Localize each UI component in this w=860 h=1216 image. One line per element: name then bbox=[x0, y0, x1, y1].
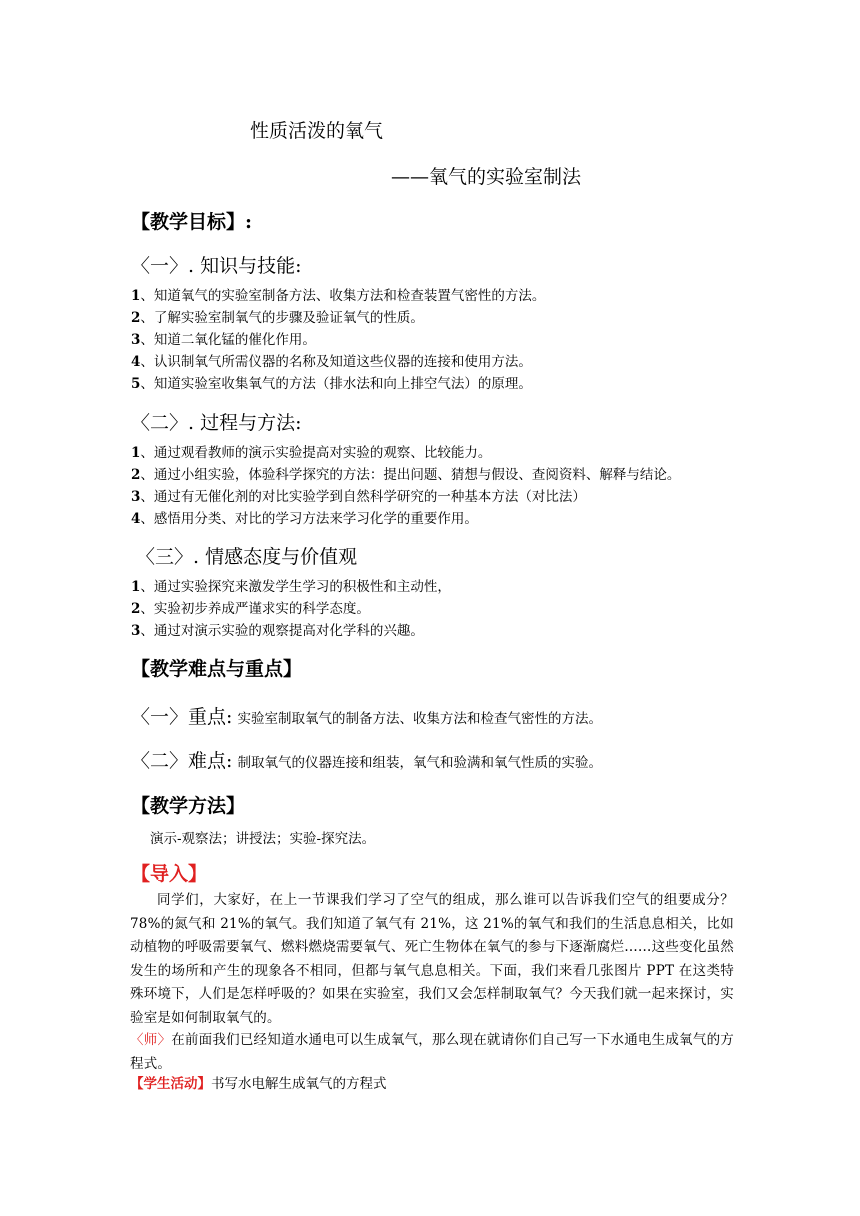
list-item: 2、通过小组实验，体验科学探究的方法：提出问题、猜想与假设、查阅资料、解释与结论。 bbox=[131, 467, 681, 483]
difficult-point-label: 〈二〉难点: bbox=[131, 750, 233, 772]
method-heading: 【教学方法】 bbox=[131, 795, 246, 817]
intro-heading: 【导入】 bbox=[131, 863, 208, 885]
knowledge-heading: 〈一〉. 知识与技能: bbox=[131, 255, 302, 277]
list-item: 2、了解实验室制氧气的步骤及验证氧气的性质。 bbox=[131, 310, 424, 326]
key-point-text: 实验室制取氧气的制备方法、收集方法和检查气密性的方法。 bbox=[237, 711, 602, 727]
key-point-label: 〈一〉重点: bbox=[131, 706, 233, 728]
process-list bbox=[131, 442, 680, 530]
teacher-paragraph bbox=[130, 1029, 734, 1076]
key-point-line bbox=[131, 702, 602, 729]
process-heading: 〈二〉. 过程与方法: bbox=[131, 412, 302, 434]
attitude-list bbox=[131, 576, 451, 642]
difficulties-heading: 【教学难点与重点】 bbox=[131, 658, 303, 680]
student-activity-line bbox=[130, 1073, 387, 1097]
list-item: 1、通过实验探究来激发学生学习的积极性和主动性， bbox=[131, 579, 451, 595]
student-activity-text: 书写水电解生成氧气的方程式 bbox=[211, 1076, 387, 1092]
attitude-heading: 〈三〉. 情感态度与价值观 bbox=[136, 546, 358, 568]
list-item: 2、实验初步养成严谨求实的科学态度。 bbox=[131, 601, 370, 617]
difficult-point-line bbox=[131, 746, 602, 773]
method-text: 演示-观察法；讲授法；实验-探究法。 bbox=[150, 831, 376, 847]
doc-title: 性质活泼的氧气 bbox=[250, 120, 384, 142]
list-item: 3、知道二氧化锰的催化作用。 bbox=[131, 332, 316, 348]
list-item: 1、通过观看教师的演示实验提高对实验的观察、比较能力。 bbox=[131, 445, 492, 461]
list-item: 4、感悟用分类、对比的学习方法来学习化学的重要作用。 bbox=[131, 511, 478, 527]
list-item: 3、通过有无催化剂的对比实验学到自然科学研究的一种基本方法（对比法） bbox=[131, 489, 586, 505]
difficult-point-text: 制取氧气的仪器连接和组装，氧气和验满和氧气性质的实验。 bbox=[237, 755, 602, 771]
list-item: 3、通过对演示实验的观察提高对化学科的兴趣。 bbox=[131, 623, 424, 639]
list-item: 5、知道实验室收集氧气的方法（排水法和向上排空气法）的原理。 bbox=[131, 376, 532, 392]
knowledge-list bbox=[131, 285, 545, 395]
list-item: 1、知道氧气的实验室制备方法、收集方法和检查装置气密性的方法。 bbox=[131, 288, 546, 304]
teacher-text: 在前面我们已经知道水通电可以生成氧气，那么现在就请你们自己写一下水通电生成氧气的方程式。 bbox=[130, 1032, 734, 1072]
student-activity-label: 【学生活动】 bbox=[130, 1076, 211, 1092]
doc-subtitle: ——氧气的实验室制法 bbox=[391, 166, 582, 188]
objectives-heading: 【教学目标】: bbox=[131, 211, 253, 233]
teacher-label: 〈师〉 bbox=[130, 1032, 172, 1048]
intro-paragraph: 同学们，大家好，在上一节课我们学习了空气的组成，那么谁可以告诉我们空气的组要成分？78%的氮气和 21%的氧气。我们知道了氧气有 21%，这 21%的氧气和我们的生活息息相关，比如动植物的呼吸需要氧气、燃料燃烧需要氧气、死亡生物体在氧气的参与下逐渐腐烂……这些变化虽然发生的场所和产生的现象各不相同，但都与氧气息息相关。下面，我们来看几张图片 PPT 在这类特殊环境下，人们是怎样呼吸的？如果在实验室，我们又会怎样制取氧气？今天我们就一起来探讨，实验室是如何制取氧气的。 bbox=[130, 892, 734, 1026]
list-item: 4、认识制氧气所需仪器的名称及知道这些仪器的连接和使用方法。 bbox=[131, 354, 532, 370]
